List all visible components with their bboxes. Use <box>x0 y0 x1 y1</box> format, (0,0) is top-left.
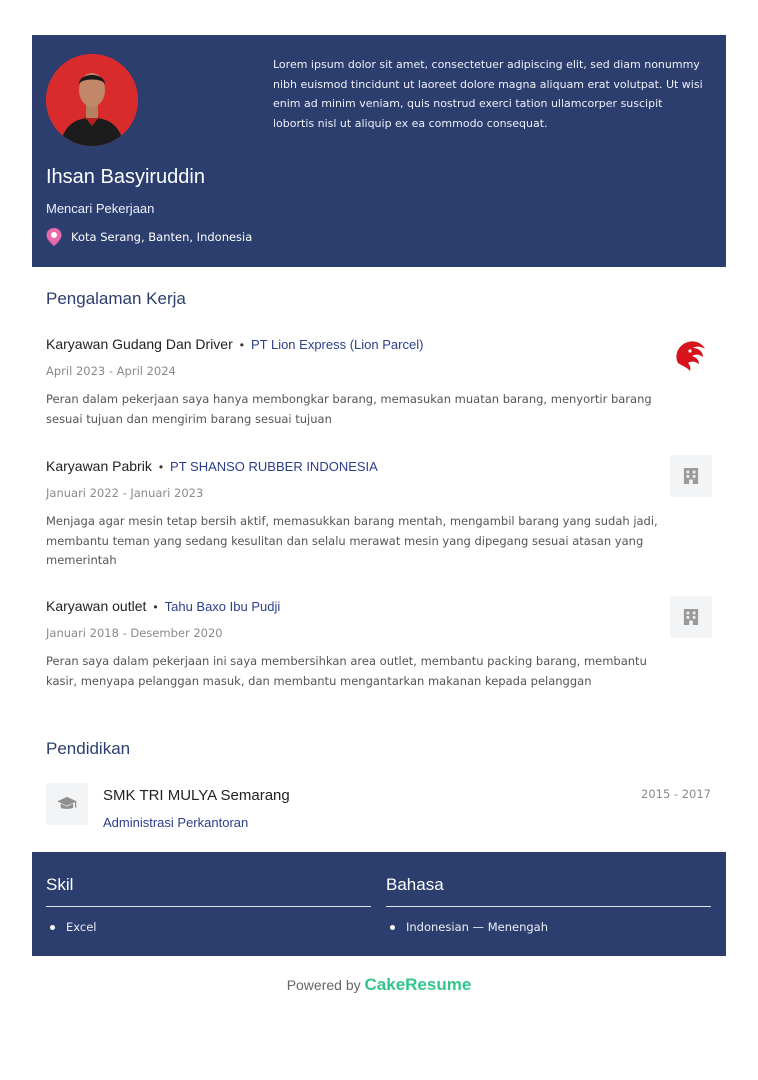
building-icon <box>683 467 699 485</box>
about-text: Lorem ipsum dolor sit amet, consectetuer adipiscing elit, sed diam nonummy nibh euismod tincidunt ut laoreet dolore magna aliquam erat volutpat. Ut wisi enim ad minim veniam, quis nostrud exerci tation ullamcorper suscipit lobortis nisl ut aliquip ex ea commodo consequat. <box>273 58 703 130</box>
graduation-cap-icon <box>56 796 78 812</box>
company-link[interactable]: PT SHANSO RUBBER INDONESIA <box>170 459 378 474</box>
location <box>46 228 252 246</box>
job-dates: Januari 2018 - Desember 2020 <box>46 626 223 640</box>
skills-languages-panel <box>32 852 726 956</box>
education-icon-box <box>46 783 88 825</box>
powered-by-footer <box>0 975 758 995</box>
company-logo <box>670 596 712 638</box>
job-status: Mencari Pekerjaan <box>46 201 155 216</box>
education-years: 2015 - 2017 <box>641 787 711 801</box>
company-logo <box>668 333 710 375</box>
location-pin-icon <box>46 228 62 246</box>
experience-title: Pengalaman Kerja <box>46 289 186 308</box>
skill-item <box>50 920 96 934</box>
job-description: Menjaga agar mesin tetap bersih aktif, memasukkan barang mentah, mengambil barang yang sudah jadi, membantu teman yang sedang kesulitan dan selalu merawat mesin yang dipegang sesuai atasan yang memerintah <box>46 514 658 567</box>
divider <box>46 906 371 907</box>
powered-by-text: Powered by <box>286 977 361 993</box>
job-entry <box>46 458 712 571</box>
separator-dot: • <box>153 600 158 614</box>
language-label: Indonesian — Menengah <box>406 920 548 934</box>
location-text: Kota Serang, Banten, Indonesia <box>71 230 253 244</box>
separator-dot: • <box>239 338 244 352</box>
lion-logo-icon <box>668 333 710 375</box>
school-name: SMK TRI MULYA Semarang <box>103 787 290 804</box>
job-position: Karyawan Gudang Dan Driver <box>46 336 233 352</box>
job-entry <box>46 336 712 429</box>
bullet-dot <box>390 925 395 930</box>
school-major: Administrasi Perkantoran <box>103 815 249 830</box>
job-header <box>46 598 712 614</box>
job-description: Peran dalam pekerjaan saya hanya membongkar barang, memasukan muatan barang, menyortir barang sesuai tujuan dan mengirim barang sesuai tujuan <box>46 392 652 426</box>
resume-page <box>32 35 726 934</box>
profile-name: Ihsan Basyiruddin <box>46 166 205 188</box>
job-entry <box>46 598 712 691</box>
languages-title: Bahasa <box>386 875 444 894</box>
skill-label: Excel <box>66 920 97 934</box>
building-icon <box>683 608 699 626</box>
brand-link[interactable]: CakeResume <box>364 975 472 994</box>
company-link[interactable]: Tahu Baxo Ibu Pudji <box>164 599 281 614</box>
job-dates: Januari 2022 - Januari 2023 <box>46 486 204 500</box>
company-logo <box>670 455 712 497</box>
education-title: Pendidikan <box>46 739 131 758</box>
job-dates: April 2023 - April 2024 <box>46 364 176 378</box>
avatar-portrait <box>46 54 138 146</box>
job-position: Karyawan outlet <box>46 598 147 614</box>
bullet-dot <box>50 925 55 930</box>
skills-title: Skil <box>46 875 74 894</box>
company-link[interactable]: PT Lion Express (Lion Parcel) <box>250 337 424 352</box>
separator-dot: • <box>158 460 164 474</box>
job-header <box>46 458 712 474</box>
job-description: Peran saya dalam pekerjaan ini saya membersihkan area outlet, membantu packing barang, membantu kasir, menyapa pelanggan masuk, dan membantu mengantarkan makanan kepada pelanggan <box>46 654 647 688</box>
avatar <box>46 54 138 146</box>
job-position: Karyawan Pabrik <box>46 458 152 474</box>
language-item <box>390 920 548 934</box>
profile-header <box>32 35 726 267</box>
job-header <box>46 336 712 352</box>
divider <box>386 906 711 907</box>
